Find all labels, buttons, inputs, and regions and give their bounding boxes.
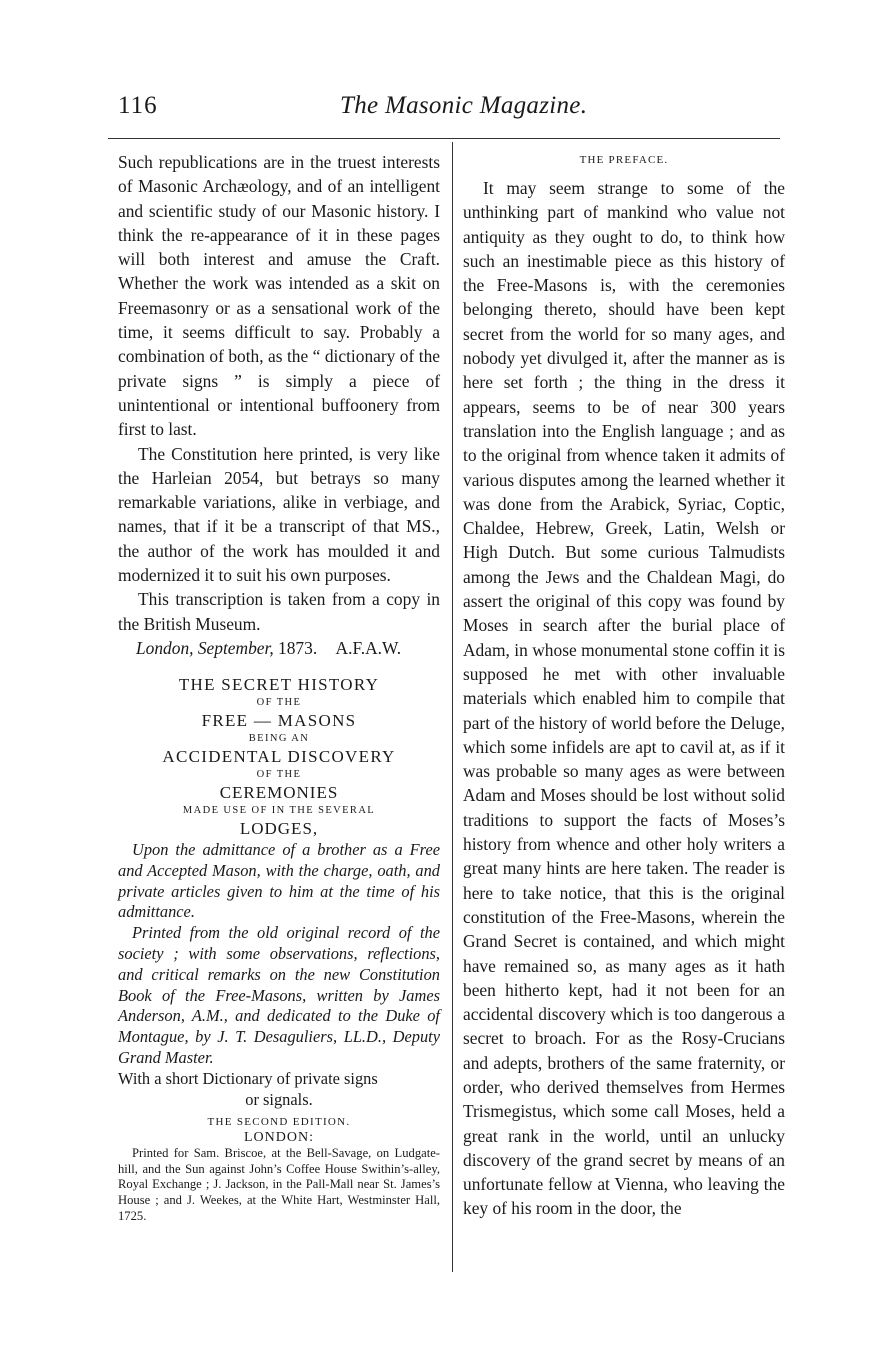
- paragraph-republications: Such republications are in the truest interests of Masonic Archæology, and of an intelligent and scientific study of our Masonic history. I think the re-appearance of it in these pages will both interest and amuse the Craft. Whether the work was intended as a skit on Freemasonry or as a sensational work of the time, it seems difficult to say. Probably a combination of both, as the “ dictionary of the private signs ” is simply a piece of unintentional or intentional buffoonery from first to last.: [118, 152, 440, 440]
- running-title: The Masonic Magazine.: [340, 92, 588, 119]
- paragraph-constitution: The Constitution here printed, is very like the Harleian 2054, but betrays so many remarkable variations, alike in verbiage, and names, that if it be a transcript of that MS., the author of the work has moulded it and modernized it to suit his own purposes.: [118, 443, 440, 586]
- title-page: [118, 674, 440, 1224]
- page-number: 116: [118, 92, 158, 119]
- column-divider: [452, 142, 453, 1272]
- title-italic-printed-from: Printed from the old original record of the society ; with some observations, reflections, and critical remarks on the new Constitution Book of the Free-Masons, written by James Anderson, A.M., and dedicated to the Duke of Montague, by J. T. Desaguliers, LL.D., Deputy Grand Master.: [118, 923, 440, 1067]
- title-signals-line: or signals.: [245, 1089, 313, 1109]
- preface-heading: THE PREFACE.: [579, 154, 669, 166]
- header-rule: [108, 138, 780, 139]
- signature: [118, 636, 440, 660]
- title-dictionary-line: With a short Dictionary of private signs: [118, 1068, 378, 1088]
- title-edition: THE SECOND EDITION.: [207, 1116, 351, 1129]
- title-line-ceremonies: CEREMONIES: [219, 782, 339, 802]
- signature-initials: A.F.A.W.: [335, 637, 402, 658]
- title-italic-admittance: Upon the admittance of a brother as a Free and Accepted Mason, with the charge, oath, and private articles given to him at the time of his admittance.: [118, 839, 440, 922]
- title-line-lodges: LODGES,: [239, 818, 319, 838]
- left-column: [118, 150, 440, 1224]
- title-line-free-masons: FREE — MASONS: [201, 710, 357, 730]
- title-line-of-the: OF THE: [256, 696, 302, 708]
- title-london: LONDON:: [244, 1130, 314, 1146]
- title-line-secret-history: THE SECRET HISTORY: [178, 674, 380, 694]
- preface-paragraph: It may seem strange to some of the unthinking part of mankind who value not antiquity as they ought to do, to think how such an inestimable piece as this history of the Free-Masons is, with the ceremonies belonging thereto, should have been kept secret from the world for so many ages, and nobody yet divulged it, after the manner as is here set forth ; the thing in the dress it appears, seems to be of near 300 years translation into the English language ; and as to the original from whence taken it admits of various disputes among the learned whether it was done from the Arabick, Syriac, Coptic, Chaldee, Hebrew, Greek, Latin, Welsh or High Dutch. But some curious Talmudists among the Jews and the Chaldean Magi, do assert the original of this copy was found by Moses in search after the burial place of Adam, in whose monumental stone coffin it is supposed he met with other invaluable materials which enabled him to compile that part of the history of world before the Deluge, which some infidels are apt to cavil at, as if it was probable so many ages as were between Adam and Moses should be lost without solid traditions to support the facts of Moses’s history from whence and other holy writers a great many hints are here taken. The reader is here to take notice, that this is the original constitution of the Free-Masons, wherein the Grand Secret is contained, and which might have remained so, as many ages as it hath been hitherto kept, had it not been for an accidental discovery which is too dangerous a secret to broach. For as the Rosy-Crucians and adepts, brothers of the same fraternity, or order, who derived themselves from Hermes Trismegistus, which some call Moses, held a great rank in the world, until an unlucky discovery of the grand secret by means of an unfortunate fellow at Vienna, who leaving the key of his room in the door, the: [463, 178, 785, 1219]
- title-line-made-use-of: MADE USE OF IN THE SEVERAL: [182, 804, 376, 816]
- paragraph-transcription: This transcription is taken from a copy in the British Museum.: [118, 589, 440, 634]
- title-imprint: Printed for Sam. Briscoe, at the Bell-Savage, on Ludgate-hill, and the Sun against John’s Coffee House Swithin’s-alley, Royal Exchange ; J. Jackson, in the Pall-Mall near St. James’s House ; and J. Weekes, at the White Hart, Westminster Hall, 1725.: [118, 1146, 440, 1223]
- title-line-accidental-discovery: ACCIDENTAL DISCOVERY: [162, 746, 396, 766]
- signature-year: 1873.: [278, 637, 318, 658]
- right-column: [463, 150, 785, 1221]
- title-line-of-the-2: OF THE: [256, 768, 302, 780]
- page-header: [118, 92, 778, 132]
- signature-date: London, September,: [136, 637, 274, 658]
- title-line-being-an: BEING AN: [248, 732, 310, 744]
